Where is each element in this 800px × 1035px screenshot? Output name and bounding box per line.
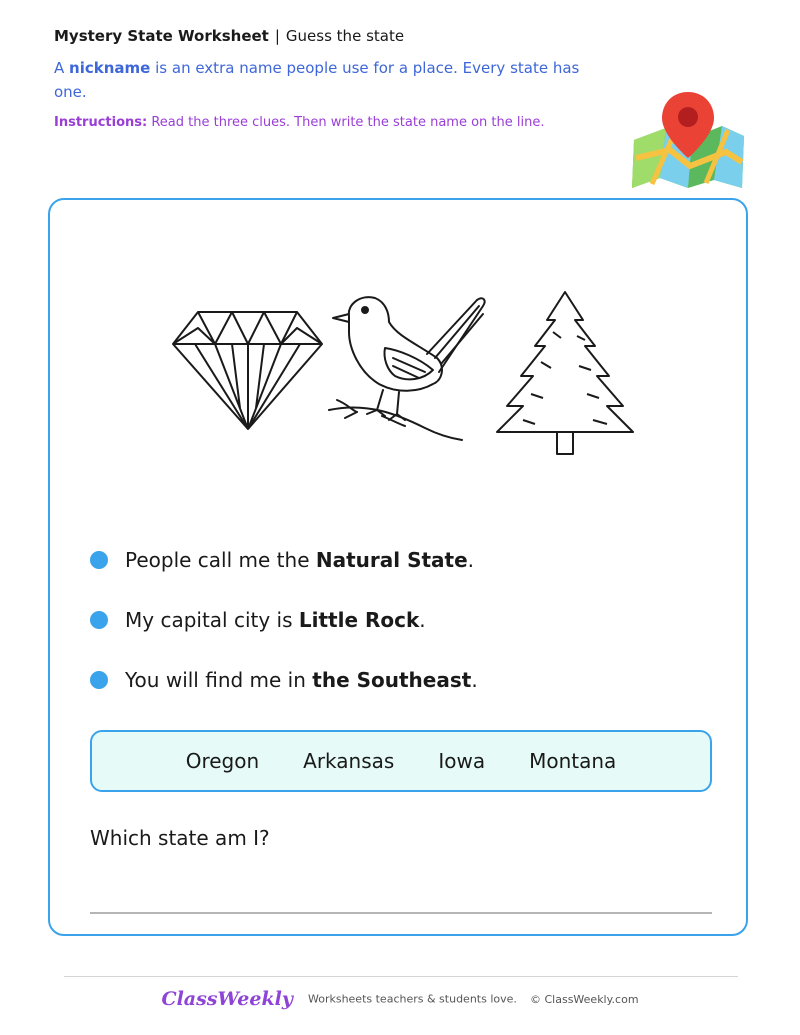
mockingbird-icon (327, 292, 492, 442)
choice-option: Montana (529, 749, 617, 773)
word-bank (90, 730, 712, 792)
clue-keyword: the Southeast (312, 668, 472, 692)
clue-item (90, 600, 710, 640)
clue-pictures (165, 288, 635, 458)
clue-prefix: My capital city is (125, 608, 293, 632)
clue-item (90, 660, 710, 700)
title-main: Mystery State Worksheet (54, 27, 269, 45)
question-prompt: Which state am I? (90, 826, 270, 850)
worksheet-header (54, 26, 614, 132)
title-subtitle: Guess the state (285, 27, 405, 45)
clue-item (90, 540, 710, 580)
clue-keyword: Natural State (315, 548, 468, 572)
bullet-icon (90, 611, 108, 629)
clue-prefix: You will find me in (125, 668, 306, 692)
footer-tagline: Worksheets teachers & students love. (307, 992, 517, 1006)
nickname-definition (54, 56, 584, 104)
clue-prefix: People call me the (125, 548, 310, 572)
choice-option: Iowa (438, 749, 486, 773)
bullet-icon (90, 551, 108, 569)
answer-line[interactable] (90, 912, 712, 914)
instructions-text: Read the three clues. Then write the state name on the line. (151, 115, 545, 130)
choice-option: Arkansas (303, 749, 395, 773)
brand-logo: ClassWeekly (161, 988, 293, 1010)
diamond-icon (170, 308, 325, 433)
instructions (54, 114, 614, 132)
map-pin-icon (630, 88, 748, 190)
footer-copyright: © ClassWeekly.com (529, 992, 639, 1006)
footer-divider (64, 976, 738, 977)
intro-keyword: nickname (69, 59, 151, 77)
footer (0, 988, 800, 1010)
title-separator: | (274, 27, 280, 45)
bullet-icon (90, 671, 108, 689)
choice-option: Oregon (185, 749, 260, 773)
instructions-label: Instructions: (54, 115, 148, 130)
worksheet-title (54, 26, 614, 46)
clue-card (48, 198, 748, 936)
pine-tree-icon (495, 288, 635, 458)
intro-text: is an extra name people use for a place. Every state has one. (54, 59, 580, 101)
clue-keyword: Little Rock (298, 608, 420, 632)
clue-suffix: . (467, 548, 475, 572)
intro-prefix: A (54, 59, 65, 77)
clue-suffix: . (419, 608, 426, 632)
clue-suffix: . (471, 668, 478, 692)
clue-list (90, 540, 710, 720)
